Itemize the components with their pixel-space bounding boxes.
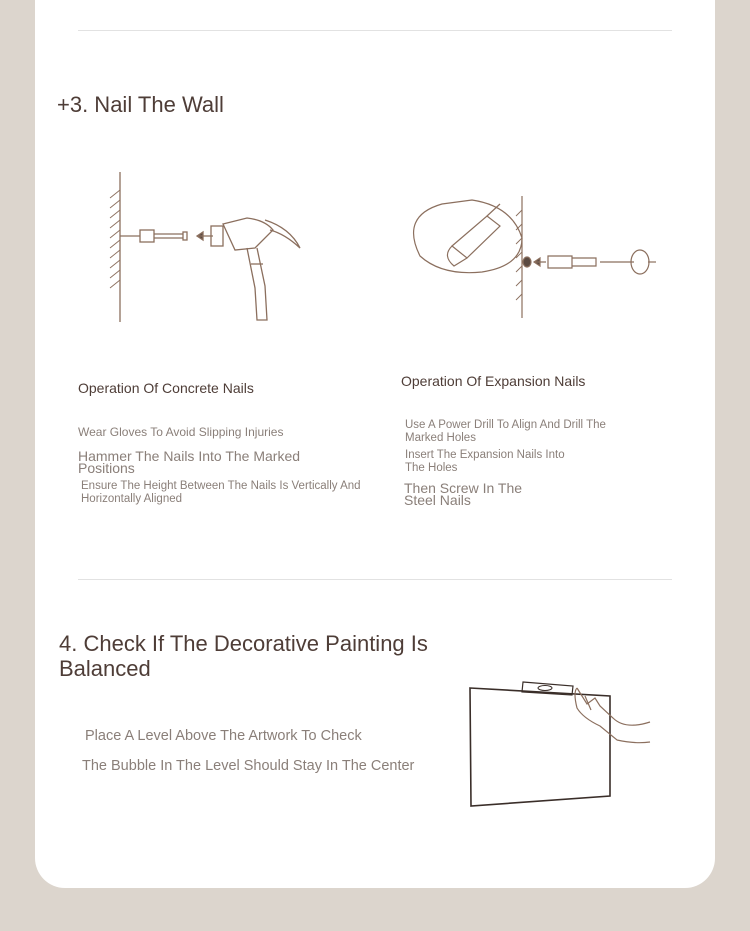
concrete-step-2: Hammer The Nails Into The Marked Positions [78,448,301,476]
expansion-step-3: Then Screw In The Steel Nails [404,480,523,508]
expansion-nails-title: Operation Of Expansion Nails [401,373,586,389]
drill-expansion-anchor-icon [412,196,662,321]
level-step-1: Place A Level Above The Artwork To Check [85,728,362,744]
expansion-step-1: Use A Power Drill To Align And Drill The Marked Holes [405,419,606,444]
divider-middle [78,579,672,580]
section-3-title: +3. Nail The Wall [57,92,224,117]
level-step-2: The Bubble In The Level Should Stay In The Center [82,758,415,774]
concrete-nails-title: Operation Of Concrete Nails [78,380,254,396]
concrete-step-1: Wear Gloves To Avoid Slipping Injuries [78,425,284,439]
concrete-step-3: Ensure The Height Between The Nails Is Vertically And Horizontally Aligned [81,480,361,505]
hammer-nail-icon [105,168,305,328]
section-4-title: 4. Check If The Decorative Painting Is Balanced [59,631,428,681]
expansion-step-2: Insert The Expansion Nails Into The Holes [405,449,565,474]
divider-top [78,30,672,31]
level-on-painting-icon [465,678,655,810]
